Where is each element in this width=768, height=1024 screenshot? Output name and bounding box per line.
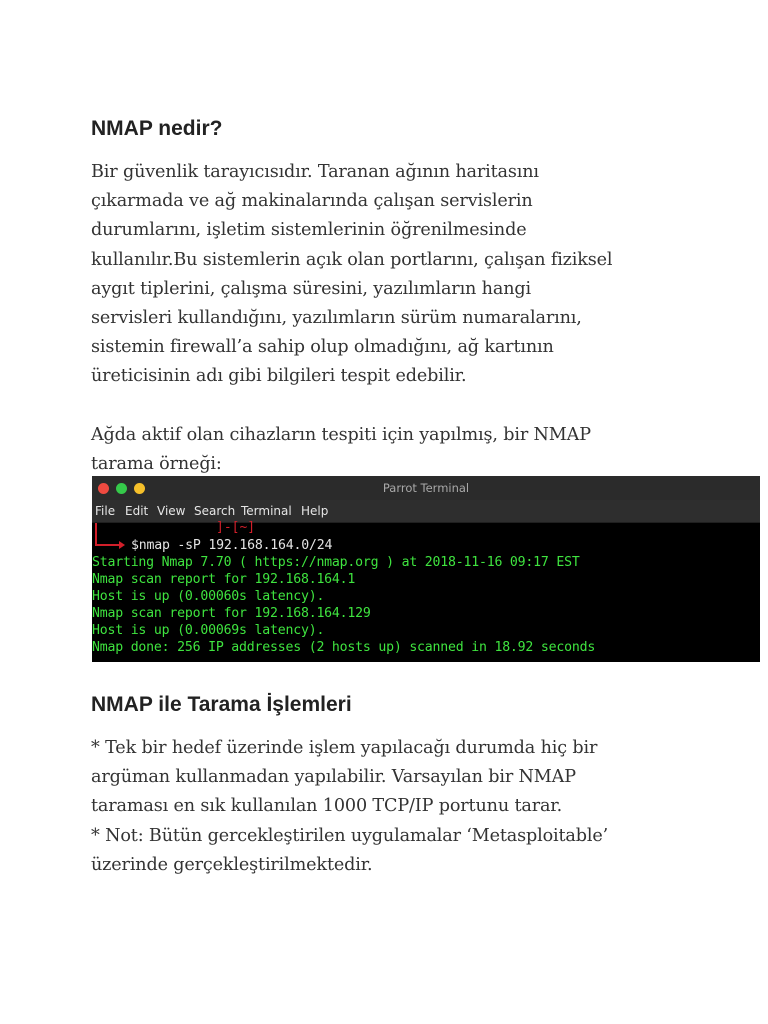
menu-terminal: Terminal bbox=[241, 504, 292, 518]
prompt-line-icon bbox=[95, 544, 121, 546]
text-line: * Not: Bütün gerceklеştirilen uygulamalar ‘Metasploitable’ bbox=[91, 825, 609, 846]
text-line: durumlarını, işletim sistemlerinin öğrenilmesinde bbox=[91, 220, 527, 241]
terminal-output-line: Nmap done: 256 IP addresses (2 hosts up) scanned in 18.92 seconds bbox=[92, 640, 596, 655]
menu-search: Search bbox=[194, 504, 236, 518]
text-line: çıkarmada ve ağ makinalarında çalışan servislerin bbox=[91, 191, 533, 212]
menu-file: File bbox=[95, 504, 116, 518]
heading-nmap-tarama-islemleri: NMAP ile Tarama İşlemleri bbox=[91, 693, 352, 716]
text-line: * Tek bir hedef üzerinde işlem yapılacağı durumda hiç bir bbox=[91, 738, 598, 758]
menu-edit: Edit bbox=[125, 504, 149, 518]
text-line: kullanılır.Bu sistemlerin açık olan portlarını, çalışan fiziksel bbox=[91, 249, 613, 270]
terminal-command: $nmap -sP 192.168.164.0/24 bbox=[131, 538, 333, 553]
text-line: argüman kullanmadan yapılabilir. Varsayılan bir NMAP bbox=[91, 767, 576, 788]
menu-view: View bbox=[157, 504, 186, 518]
terminal-output-line: Starting Nmap 7.70 ( https://nmap.org ) at 2018-11-16 09:17 EST bbox=[92, 555, 580, 570]
terminal-screenshot bbox=[92, 476, 760, 662]
menu-help: Help bbox=[301, 504, 329, 518]
heading-nmap-nedir: NMAP nedir? bbox=[91, 117, 223, 140]
paragraph-nmap-description bbox=[91, 158, 691, 392]
text-line: tarama örneği: bbox=[91, 454, 222, 475]
text-line: üzerinde gerçekleştirilmektedir. bbox=[91, 854, 373, 875]
terminal-title: Parrot Terminal bbox=[382, 481, 470, 495]
prompt-arrow-icon bbox=[119, 541, 125, 549]
terminal-titlebar bbox=[92, 476, 760, 500]
text-line: aygıt tiplerini, çalışma süresini, yazılımların hangi bbox=[91, 278, 531, 299]
terminal-output-line: Host is up (0.00060s latency). bbox=[92, 589, 325, 604]
prompt-line-icon bbox=[95, 523, 97, 545]
terminal-output-line: Nmap scan report for 192.168.164.129 bbox=[92, 606, 371, 621]
paragraph-tarama-notes bbox=[91, 734, 691, 880]
terminal-output-line: Host is up (0.00069s latency). bbox=[92, 623, 325, 638]
terminal-menubar bbox=[92, 500, 760, 523]
terminal-output-line: Nmap scan report for 192.168.164.1 bbox=[92, 572, 356, 587]
text-line: servisleri kullandığını, yazılımların sürüm numaralarını, bbox=[91, 308, 582, 329]
text-line: Ağda aktif olan cihazların tespiti için yapılmış, bir NMAP bbox=[91, 425, 591, 445]
text-line: üreticisinin adı gibi bilgileri tespit edebilir. bbox=[91, 366, 467, 387]
paragraph-example-intro bbox=[91, 421, 691, 479]
prompt-bracket: ]-[~] bbox=[216, 520, 256, 535]
text-line: taraması en sık kullanılan 1000 TCP/IP portunu tarar. bbox=[91, 796, 563, 817]
terminal-output bbox=[92, 520, 760, 662]
text-line: sistemin firewall’a sahip olup olmadığını, ağ kartının bbox=[91, 337, 554, 358]
text-line: Bir güvenlik tarayıcısıdır. Taranan ağının haritasını bbox=[91, 162, 539, 182]
